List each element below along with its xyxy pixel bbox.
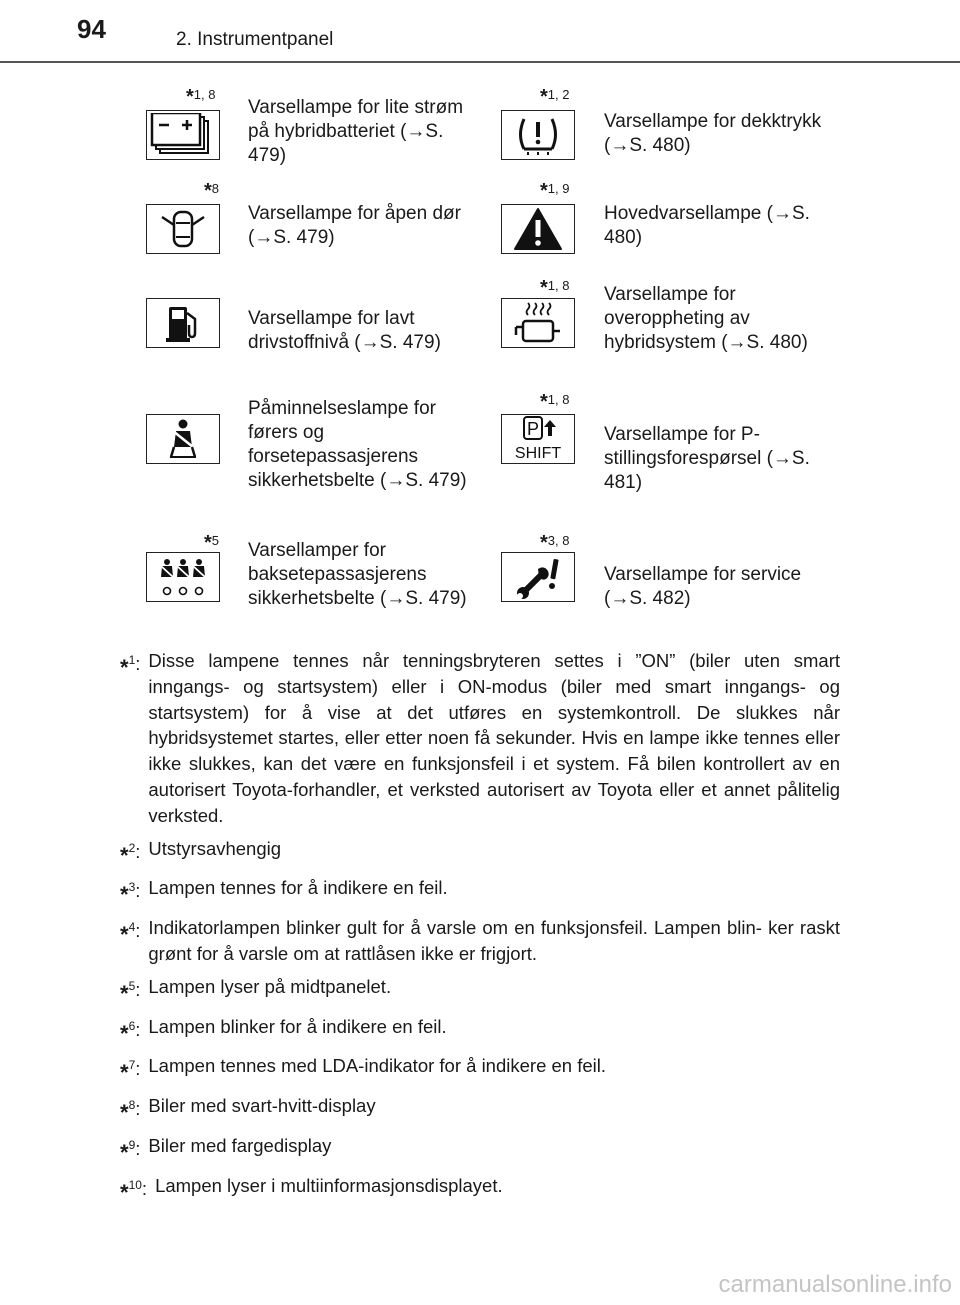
footnote-marker: *3, 8 <box>540 532 570 554</box>
warning-description: Varsellampe for P-stillingsforespørsel (→S. 481) <box>604 424 810 493</box>
footnote-marker: *1, 2 <box>540 86 570 108</box>
footnote: *$^5$: Lampen lyser på midtpanelet. <box>120 975 392 1006</box>
warning-description: Varsellampe for lite strøm på hybridbatteriet (→S. 479) <box>248 97 464 166</box>
warning-description: Varsellamper for baksetepassasjerens sikkerhetsbelte (→S. 479) <box>248 540 467 609</box>
warning-description: Varsellampe for service (→S. 482) <box>604 564 802 609</box>
p-shift-icon-box <box>501 414 575 464</box>
rear-seatbelts-icon <box>152 555 214 599</box>
service-wrench-icon <box>513 555 563 599</box>
footnote: *$^3$: Lampen tennes for å indikere en feil. <box>120 877 448 908</box>
seatbelt-icon <box>163 417 203 461</box>
section-title: 2. Instrumentpanel <box>176 29 334 50</box>
footnote: *$^{10}$: Lampen lyser i multiinformasjonsdisplayet. <box>120 1174 503 1205</box>
footnote-marker: *5 <box>204 532 220 554</box>
footnote: *$^4$: Indikatorlampen blinker gult for å varsle om en funksjonsfeil. Lampen blin- ker raskt grønt for å varsle om at rattlåsen ikke er frigjort. <box>120 917 840 964</box>
tire-pressure-icon-box <box>501 110 575 160</box>
warning-description: Påminnelseslampe for førers og forsetepassasjerens sikkerhetsbelte (→S. 479) <box>248 398 467 491</box>
warning-description: Varsellampe for åpen dør (→S. 479) <box>248 203 461 248</box>
open-door-icon <box>153 207 213 251</box>
footnote-marker: *1, 9 <box>540 180 570 202</box>
warning-description: Varsellampe for overoppheting av hybridsystem (→S. 480) <box>604 284 808 353</box>
footnote: *$^2$: Utstyrsavhengig <box>120 837 282 868</box>
footnote-marker: *1, 8 <box>186 86 216 108</box>
fuel-pump-icon <box>161 301 205 345</box>
footnote: *$^9$: Biler med fargedisplay <box>120 1134 332 1165</box>
warning-description: Hovedvarsellampe (→S. 480) <box>604 203 810 248</box>
footnote: *$^7$: Lampen tennes med LDA-indikator for å indikere en feil. <box>120 1055 607 1086</box>
overheat-icon <box>511 301 565 345</box>
header-rule <box>0 61 960 63</box>
warning-description: Varsellampe for lavt drivstoffnivå (→S. 479) <box>248 308 441 353</box>
footnote-marker: *1, 8 <box>540 391 570 413</box>
tire-pressure-icon <box>513 113 563 157</box>
footnote: *$^6$: Lampen blinker for å indikere en feil. <box>120 1015 447 1046</box>
footnote: *$^1$: Disse lampene tennes når tenningsbryteren settes i ”ON” (biler uten smart inngangs- og startsystem) eller i ON-modus (biler med smart inngangs- og startsystem) for å vise at det utføres en systemkontroll. De slukkes når hybridsystemet startes, eller etter noen få sekunder. Hvis en lampe ikke tennes eller ikke slukkes, kan det være en funksjonsfeil i et system. Få bilen kontrollert av en autorisert Toyota-forhandler, et verksted autorisert av Toyota eller et annet pålitelig verksted. <box>120 650 840 826</box>
footnote: *$^8$: Biler med svart-hvitt-display <box>120 1095 376 1126</box>
open-door-icon-box <box>146 204 220 254</box>
footnote-marker: *8 <box>204 180 220 202</box>
p-shift-icon <box>510 416 566 462</box>
footnote-marker: *1, 8 <box>540 277 570 299</box>
battery-icon-box <box>146 110 220 160</box>
service-wrench-icon-box <box>501 552 575 602</box>
footnotes-list <box>120 648 840 1213</box>
fuel-pump-icon-box <box>146 298 220 348</box>
seatbelt-icon-box <box>146 414 220 464</box>
overheat-icon-box <box>501 298 575 348</box>
master-warning-icon-box <box>501 204 575 254</box>
warning-description: Varsellampe for dekktrykk (→S. 480) <box>604 111 822 156</box>
rear-seatbelts-icon-box <box>146 552 220 602</box>
page-number: 94 <box>77 14 106 44</box>
svg-text:SHIFT: SHIFT <box>514 445 562 462</box>
watermark: carmanualsonline.info <box>718 1271 952 1298</box>
svg-text:P: P <box>526 419 540 439</box>
battery-icon <box>150 113 216 157</box>
master-warning-icon <box>513 207 563 251</box>
